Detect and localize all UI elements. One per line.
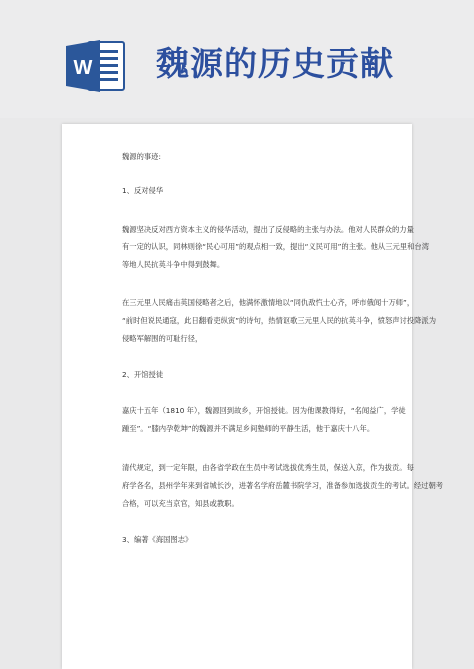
doc-heading: 魏源的事迹: xyxy=(122,152,161,161)
paragraph-line: 嘉庆十五年（1810 年），魏源回到故乡，开馆授徒。因为他课教得好，“名闻益广，学徒 xyxy=(122,406,406,415)
paragraph-line: 踵至”。“膝内孕乾坤”的魏源并不满足乡间塾师的平静生活，他于嘉庆十八年。 xyxy=(122,424,375,433)
section-heading-3: 3、编著《海国图志》 xyxy=(122,535,193,544)
paragraph-line: 清代规定，到一定年限，由各省学政在生员中考试选拔优秀生员，保送入京，作为拔贡。每 xyxy=(122,463,414,472)
paragraph-line: 侵略军解围的可耻行径， xyxy=(122,334,203,343)
section-heading-1: 1、反对侵华 xyxy=(122,186,164,195)
paragraph-line: “前时但说民通寇，此日翻看吏纵寅”的诗句，热情讴歌三元里人民的抗英斗争，愤怒声讨投降派为 xyxy=(122,316,437,325)
paragraph-line: 在三元里人民痛击英国侵略者之后，他满怀激情地以“同仇敌忾士心齐，呼市俄闻十万师”， xyxy=(122,298,415,307)
paragraph-line: 魏源坚决反对西方资本主义的侵华活动，提出了反侵略的主张与办法。他对人民群众的力量 xyxy=(122,225,414,234)
document-page xyxy=(62,124,444,669)
document-title: 魏源的历史贡献 xyxy=(156,44,394,83)
section-heading-2: 2、开馆授徒 xyxy=(122,370,164,379)
paragraph-line: 有一定的认识，同林则徐“民心可用”的观点相一致，提出“义民可用”的主张。他从三元里和台湾 xyxy=(122,242,429,251)
svg-text:W: W xyxy=(73,57,93,79)
paragraph-line: 合格，可以充当京官，知县或教职。 xyxy=(122,499,239,508)
page-header xyxy=(0,0,474,118)
word-icon xyxy=(64,38,126,94)
paragraph-line: 府学各名，县州学年来到省城长沙，进著名学府岳麓书院学习，准备参加选拔贡生的考试。经过朝考 xyxy=(122,481,444,490)
paragraph-line: 等地人民抗英斗争中得到鼓舞。 xyxy=(122,260,225,269)
